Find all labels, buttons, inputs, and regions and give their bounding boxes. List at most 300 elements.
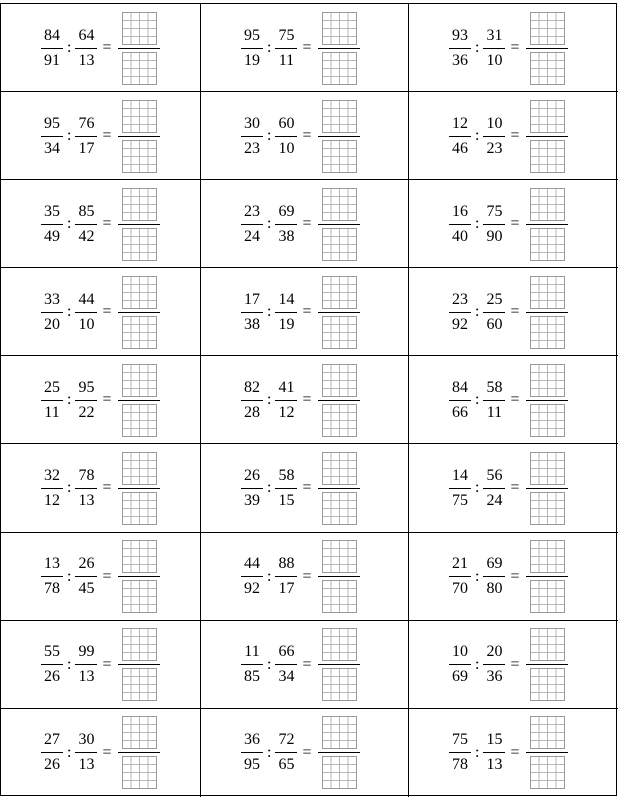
division-expression xyxy=(41,364,160,436)
divisor-numerator: 20 xyxy=(486,643,503,661)
answer-fraction-bar xyxy=(118,312,160,313)
divisor-numerator: 41 xyxy=(278,378,295,396)
divisor-fraction xyxy=(75,644,97,685)
problem-cell xyxy=(201,533,409,621)
answer-denominator-grid[interactable] xyxy=(530,668,565,701)
divisor-numerator: 60 xyxy=(278,114,295,132)
problem-cell xyxy=(409,4,618,92)
worksheet-table xyxy=(0,3,617,796)
divide-sign: : xyxy=(67,127,72,145)
divisor-fraction xyxy=(275,380,297,421)
answer-fraction[interactable] xyxy=(118,452,160,525)
dividend-fraction xyxy=(449,204,471,245)
divisor-fraction xyxy=(275,556,297,597)
dividend-numerator: 84 xyxy=(452,378,468,396)
answer-denominator-grid[interactable] xyxy=(322,492,357,525)
dividend-numerator: 27 xyxy=(44,731,60,749)
answer-denominator-grid[interactable] xyxy=(122,316,157,349)
answer-fraction-bar xyxy=(118,488,160,489)
equals-sign: = xyxy=(510,127,520,145)
divide-sign: : xyxy=(67,567,72,585)
dividend-denominator: 78 xyxy=(44,580,60,598)
equals-sign: = xyxy=(102,303,112,321)
equals-sign: = xyxy=(302,743,312,761)
divisor-numerator: 76 xyxy=(78,114,95,132)
dividend-fraction xyxy=(449,116,471,157)
problem-cell xyxy=(201,444,409,532)
divisor-fraction xyxy=(75,732,97,773)
dividend-denominator: 69 xyxy=(452,668,468,686)
dividend-fraction xyxy=(241,556,263,597)
answer-denominator-grid[interactable] xyxy=(322,228,357,261)
answer-fraction-bar xyxy=(318,664,360,665)
problem-cell xyxy=(1,444,201,532)
dividend-numerator: 10 xyxy=(452,643,468,661)
answer-fraction[interactable] xyxy=(318,12,360,85)
divisor-numerator: 78 xyxy=(78,466,95,484)
answer-numerator-grid[interactable] xyxy=(122,100,157,133)
equals-sign: = xyxy=(102,743,112,761)
answer-numerator-grid[interactable] xyxy=(530,628,565,661)
answer-fraction[interactable] xyxy=(526,540,568,613)
divisor-denominator: 60 xyxy=(486,315,503,333)
divisor-denominator: 13 xyxy=(78,491,95,509)
divisor-denominator: 80 xyxy=(486,580,503,598)
answer-denominator-grid[interactable] xyxy=(530,228,565,261)
answer-fraction-bar xyxy=(526,488,568,489)
dividend-fraction xyxy=(41,204,63,245)
divisor-denominator: 65 xyxy=(278,756,295,774)
answer-fraction-bar xyxy=(118,400,160,401)
dividend-denominator: 40 xyxy=(452,227,468,245)
dividend-fraction xyxy=(241,204,263,245)
dividend-fraction xyxy=(241,644,263,685)
answer-numerator-grid[interactable] xyxy=(122,12,157,45)
divide-sign: : xyxy=(475,655,480,673)
answer-fraction-bar xyxy=(526,400,568,401)
problem-cell xyxy=(409,180,618,268)
answer-denominator-grid[interactable] xyxy=(530,404,565,437)
division-expression xyxy=(449,188,568,260)
dividend-numerator: 26 xyxy=(244,466,260,484)
divisor-denominator: 13 xyxy=(486,756,503,774)
divisor-fraction xyxy=(483,644,505,685)
answer-denominator-grid[interactable] xyxy=(122,140,157,173)
answer-numerator-grid[interactable] xyxy=(122,364,157,397)
dividend-denominator: 19 xyxy=(244,51,260,69)
problem-cell xyxy=(201,621,409,709)
answer-fraction-bar xyxy=(318,752,360,753)
answer-denominator-grid[interactable] xyxy=(530,140,565,173)
answer-numerator-grid[interactable] xyxy=(322,540,357,573)
answer-fraction-bar xyxy=(118,48,160,49)
dividend-numerator: 35 xyxy=(44,202,60,220)
divide-sign: : xyxy=(267,39,272,56)
division-expression xyxy=(241,364,360,436)
answer-fraction[interactable] xyxy=(118,628,160,701)
divisor-denominator: 90 xyxy=(486,227,503,245)
answer-denominator-grid[interactable] xyxy=(122,756,157,789)
answer-fraction[interactable] xyxy=(526,100,568,173)
answer-denominator-grid[interactable] xyxy=(322,316,357,349)
equals-sign: = xyxy=(302,127,312,145)
answer-fraction-bar xyxy=(526,312,568,313)
divisor-numerator: 44 xyxy=(78,290,95,308)
answer-fraction-bar xyxy=(526,664,568,665)
division-expression xyxy=(41,188,160,260)
answer-denominator-grid[interactable] xyxy=(322,580,357,613)
answer-numerator-grid[interactable] xyxy=(530,716,565,749)
answer-fraction[interactable] xyxy=(526,628,568,701)
answer-fraction[interactable] xyxy=(526,12,568,85)
divisor-denominator: 17 xyxy=(78,139,95,157)
divisor-denominator: 12 xyxy=(278,403,295,421)
answer-denominator-grid[interactable] xyxy=(322,404,357,437)
answer-fraction[interactable] xyxy=(118,364,160,437)
division-expression xyxy=(449,452,568,524)
answer-numerator-grid[interactable] xyxy=(122,540,157,573)
dividend-denominator: 78 xyxy=(452,756,468,774)
dividend-denominator: 85 xyxy=(244,668,260,686)
dividend-fraction xyxy=(41,292,63,333)
answer-denominator-grid[interactable] xyxy=(322,668,357,701)
answer-denominator-grid[interactable] xyxy=(322,140,357,173)
answer-numerator-grid[interactable] xyxy=(122,276,157,309)
equals-sign: = xyxy=(510,39,520,56)
problem-cell xyxy=(409,268,618,356)
answer-fraction-bar xyxy=(318,576,360,577)
dividend-numerator: 33 xyxy=(44,290,60,308)
division-expression xyxy=(449,629,568,701)
divisor-denominator: 38 xyxy=(278,227,295,245)
answer-denominator-grid[interactable] xyxy=(122,668,157,701)
answer-fraction-bar xyxy=(118,136,160,137)
divisor-denominator: 19 xyxy=(278,315,295,333)
answer-numerator-grid[interactable] xyxy=(322,188,357,221)
divisor-denominator: 42 xyxy=(78,227,95,245)
dividend-numerator: 32 xyxy=(44,466,60,484)
dividend-fraction xyxy=(241,28,263,69)
divisor-numerator: 64 xyxy=(78,26,95,44)
dividend-fraction xyxy=(241,116,263,157)
dividend-numerator: 44 xyxy=(244,555,260,573)
divisor-numerator: 95 xyxy=(78,378,95,396)
divisor-fraction xyxy=(75,116,97,157)
dividend-fraction xyxy=(41,556,63,597)
divide-sign: : xyxy=(267,215,272,233)
division-expression xyxy=(41,12,160,84)
answer-numerator-grid[interactable] xyxy=(322,364,357,397)
divisor-denominator: 45 xyxy=(78,580,95,598)
answer-fraction[interactable] xyxy=(118,716,160,789)
dividend-fraction xyxy=(449,380,471,421)
answer-numerator-grid[interactable] xyxy=(322,628,357,661)
dividend-numerator: 13 xyxy=(44,555,60,573)
divisor-fraction xyxy=(483,116,505,157)
problem-cell xyxy=(1,621,201,709)
answer-fraction-bar xyxy=(526,224,568,225)
problem-cell xyxy=(201,4,409,92)
equals-sign: = xyxy=(302,567,312,585)
equals-sign: = xyxy=(510,567,520,585)
divisor-fraction xyxy=(483,556,505,597)
divisor-numerator: 72 xyxy=(278,731,295,749)
divisor-numerator: 75 xyxy=(486,202,503,220)
divide-sign: : xyxy=(67,39,72,56)
divisor-numerator: 58 xyxy=(278,466,295,484)
answer-fraction[interactable] xyxy=(318,452,360,525)
divisor-numerator: 14 xyxy=(278,290,295,308)
problem-cell xyxy=(1,180,201,268)
dividend-numerator: 95 xyxy=(244,26,260,44)
answer-numerator-grid[interactable] xyxy=(122,716,157,749)
division-expression xyxy=(241,629,360,701)
dividend-fraction xyxy=(241,732,263,773)
dividend-denominator: 26 xyxy=(44,756,60,774)
division-expression xyxy=(449,541,568,613)
problem-cell xyxy=(1,356,201,444)
answer-fraction[interactable] xyxy=(118,276,160,349)
answer-fraction-bar xyxy=(318,488,360,489)
divisor-denominator: 11 xyxy=(486,403,503,421)
answer-fraction-bar xyxy=(318,224,360,225)
answer-fraction[interactable] xyxy=(118,188,160,261)
divisor-fraction xyxy=(75,292,97,333)
divide-sign: : xyxy=(267,303,272,321)
answer-denominator-grid[interactable] xyxy=(122,52,157,85)
divisor-denominator: 22 xyxy=(78,403,95,421)
answer-fraction[interactable] xyxy=(526,364,568,437)
equals-sign: = xyxy=(302,39,312,56)
dividend-fraction xyxy=(41,380,63,421)
answer-numerator-grid[interactable] xyxy=(530,12,565,45)
equals-sign: = xyxy=(510,743,520,761)
divisor-denominator: 10 xyxy=(486,51,503,69)
answer-numerator-grid[interactable] xyxy=(322,276,357,309)
divisor-numerator: 31 xyxy=(486,26,503,44)
divisor-numerator: 85 xyxy=(78,202,95,220)
dividend-numerator: 30 xyxy=(244,114,260,132)
divisor-numerator: 75 xyxy=(278,26,295,44)
dividend-fraction xyxy=(41,732,63,773)
divide-sign: : xyxy=(67,303,72,321)
answer-fraction-bar xyxy=(526,136,568,137)
answer-fraction-bar xyxy=(318,400,360,401)
dividend-fraction xyxy=(449,28,471,69)
divisor-numerator: 56 xyxy=(486,466,503,484)
divide-sign: : xyxy=(267,655,272,673)
answer-fraction[interactable] xyxy=(318,716,360,789)
dividend-fraction xyxy=(241,292,263,333)
answer-numerator-grid[interactable] xyxy=(530,452,565,485)
divide-sign: : xyxy=(267,479,272,497)
equals-sign: = xyxy=(510,215,520,233)
dividend-numerator: 11 xyxy=(244,643,260,661)
divide-sign: : xyxy=(267,127,272,145)
divisor-numerator: 88 xyxy=(278,555,295,573)
answer-numerator-grid[interactable] xyxy=(530,188,565,221)
divisor-fraction xyxy=(483,204,505,245)
divisor-numerator: 58 xyxy=(486,378,503,396)
dividend-fraction xyxy=(41,28,63,69)
answer-fraction[interactable] xyxy=(118,540,160,613)
answer-denominator-grid[interactable] xyxy=(322,756,357,789)
answer-fraction[interactable] xyxy=(318,628,360,701)
answer-fraction[interactable] xyxy=(318,540,360,613)
answer-numerator-grid[interactable] xyxy=(530,276,565,309)
answer-fraction[interactable] xyxy=(526,188,568,261)
answer-fraction[interactable] xyxy=(526,716,568,789)
answer-fraction[interactable] xyxy=(318,100,360,173)
answer-denominator-grid[interactable] xyxy=(530,52,565,85)
problem-cell xyxy=(201,92,409,180)
answer-numerator-grid[interactable] xyxy=(322,100,357,133)
equals-sign: = xyxy=(102,127,112,145)
answer-fraction[interactable] xyxy=(526,276,568,349)
answer-fraction[interactable] xyxy=(318,364,360,437)
answer-numerator-grid[interactable] xyxy=(530,540,565,573)
answer-numerator-grid[interactable] xyxy=(122,628,157,661)
divisor-numerator: 30 xyxy=(78,731,95,749)
division-expression xyxy=(241,188,360,260)
divisor-numerator: 10 xyxy=(486,114,503,132)
answer-denominator-grid[interactable] xyxy=(530,580,565,613)
answer-numerator-grid[interactable] xyxy=(322,716,357,749)
divide-sign: : xyxy=(475,215,480,233)
dividend-numerator: 23 xyxy=(244,202,260,220)
divisor-fraction xyxy=(483,292,505,333)
answer-numerator-grid[interactable] xyxy=(322,452,357,485)
answer-fraction-bar xyxy=(526,752,568,753)
divide-sign: : xyxy=(267,567,272,585)
answer-numerator-grid[interactable] xyxy=(322,12,357,45)
division-expression xyxy=(41,452,160,524)
answer-denominator-grid[interactable] xyxy=(122,228,157,261)
division-expression xyxy=(41,541,160,613)
divisor-denominator: 13 xyxy=(78,756,95,774)
answer-denominator-grid[interactable] xyxy=(122,580,157,613)
dividend-numerator: 23 xyxy=(452,290,468,308)
divide-sign: : xyxy=(475,391,480,409)
answer-fraction[interactable] xyxy=(526,452,568,525)
answer-fraction-bar xyxy=(118,576,160,577)
equals-sign: = xyxy=(102,479,112,497)
division-expression xyxy=(449,12,568,84)
divisor-denominator: 36 xyxy=(486,668,503,686)
dividend-denominator: 92 xyxy=(244,580,260,598)
divisor-numerator: 26 xyxy=(78,555,95,573)
divisor-fraction xyxy=(275,468,297,509)
dividend-fraction xyxy=(241,380,263,421)
divisor-fraction xyxy=(275,732,297,773)
answer-denominator-grid[interactable] xyxy=(530,316,565,349)
dividend-fraction xyxy=(449,468,471,509)
dividend-denominator: 66 xyxy=(452,403,468,421)
answer-fraction[interactable] xyxy=(118,100,160,173)
dividend-denominator: 26 xyxy=(44,668,60,686)
divide-sign: : xyxy=(475,39,480,56)
answer-denominator-grid[interactable] xyxy=(322,52,357,85)
division-expression xyxy=(41,717,160,789)
dividend-fraction xyxy=(41,644,63,685)
answer-denominator-grid[interactable] xyxy=(530,756,565,789)
dividend-denominator: 34 xyxy=(44,139,60,157)
divisor-fraction xyxy=(75,556,97,597)
equals-sign: = xyxy=(510,303,520,321)
divisor-numerator: 25 xyxy=(486,290,503,308)
divisor-fraction xyxy=(275,28,297,69)
answer-fraction-bar xyxy=(526,576,568,577)
answer-denominator-grid[interactable] xyxy=(122,404,157,437)
dividend-numerator: 25 xyxy=(44,378,60,396)
equals-sign: = xyxy=(102,391,112,409)
dividend-numerator: 16 xyxy=(452,202,468,220)
answer-fraction[interactable] xyxy=(118,12,160,85)
divisor-fraction xyxy=(483,732,505,773)
equals-sign: = xyxy=(302,391,312,409)
dividend-denominator: 39 xyxy=(244,491,260,509)
dividend-denominator: 70 xyxy=(452,580,468,598)
problem-cell xyxy=(201,709,409,797)
dividend-numerator: 82 xyxy=(244,378,260,396)
divide-sign: : xyxy=(475,567,480,585)
equals-sign: = xyxy=(102,567,112,585)
division-expression xyxy=(241,100,360,172)
dividend-denominator: 49 xyxy=(44,227,60,245)
divide-sign: : xyxy=(475,127,480,145)
division-expression xyxy=(41,100,160,172)
problem-cell xyxy=(409,709,618,797)
answer-numerator-grid[interactable] xyxy=(122,188,157,221)
equals-sign: = xyxy=(302,655,312,673)
dividend-fraction xyxy=(449,644,471,685)
answer-fraction[interactable] xyxy=(318,188,360,261)
answer-denominator-grid[interactable] xyxy=(122,492,157,525)
answer-fraction-bar xyxy=(318,136,360,137)
divisor-fraction xyxy=(75,204,97,245)
problem-cell xyxy=(201,180,409,268)
problem-cell xyxy=(201,268,409,356)
dividend-fraction xyxy=(449,556,471,597)
dividend-numerator: 93 xyxy=(452,26,468,44)
equals-sign: = xyxy=(102,215,112,233)
answer-denominator-grid[interactable] xyxy=(530,492,565,525)
division-expression xyxy=(41,629,160,701)
division-expression xyxy=(241,717,360,789)
answer-numerator-grid[interactable] xyxy=(122,452,157,485)
dividend-denominator: 23 xyxy=(244,139,260,157)
divisor-denominator: 11 xyxy=(278,51,295,69)
answer-fraction[interactable] xyxy=(318,276,360,349)
equals-sign: = xyxy=(302,303,312,321)
divisor-denominator: 15 xyxy=(278,491,295,509)
problem-cell xyxy=(1,533,201,621)
divisor-fraction xyxy=(483,380,505,421)
divisor-denominator: 23 xyxy=(486,139,503,157)
dividend-denominator: 75 xyxy=(452,491,468,509)
answer-numerator-grid[interactable] xyxy=(530,100,565,133)
dividend-denominator: 28 xyxy=(244,403,260,421)
dividend-fraction xyxy=(241,468,263,509)
dividend-numerator: 14 xyxy=(452,466,468,484)
equals-sign: = xyxy=(302,215,312,233)
equals-sign: = xyxy=(102,39,112,56)
answer-numerator-grid[interactable] xyxy=(530,364,565,397)
division-expression xyxy=(241,452,360,524)
divisor-fraction xyxy=(75,28,97,69)
dividend-denominator: 12 xyxy=(44,491,60,509)
division-expression xyxy=(241,12,360,84)
